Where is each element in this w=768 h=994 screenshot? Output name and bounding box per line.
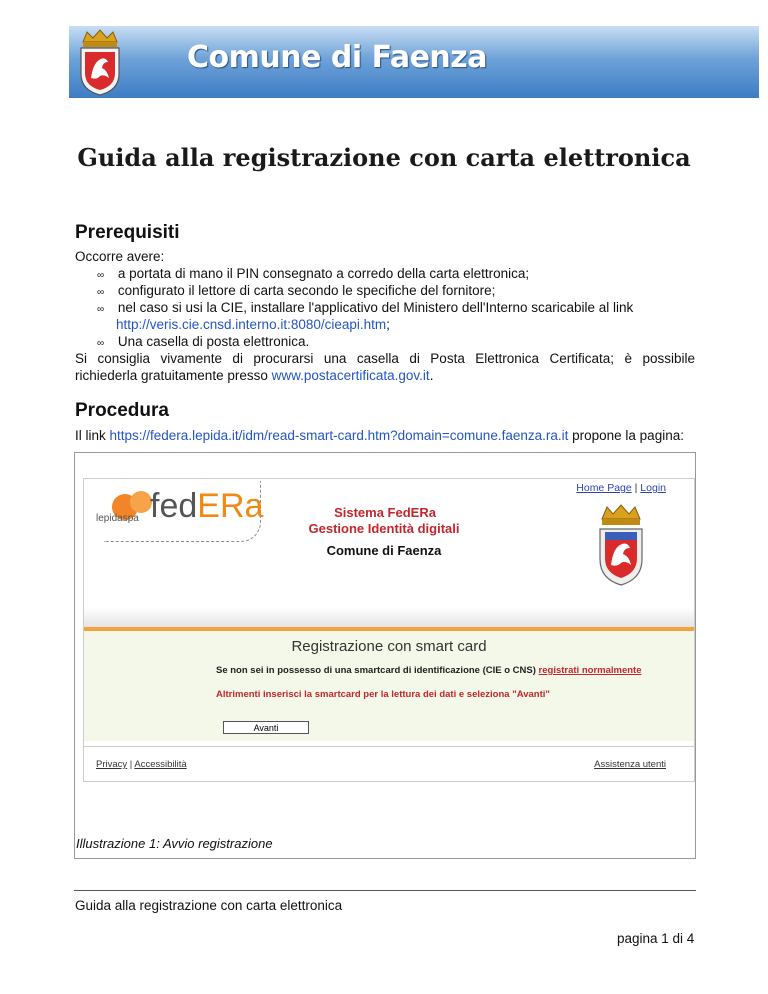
bullet-icon: ∞	[97, 338, 105, 349]
register-normally-link[interactable]: registrati normalmente	[538, 665, 642, 676]
bullet-icon: ∞	[97, 287, 105, 298]
footer-title: Guida alla registrazione con carta elettronica	[75, 898, 343, 913]
registration-title: Registrazione con smart card	[291, 638, 487, 655]
screenshot-header	[84, 479, 694, 607]
cie-link[interactable]: http://veris.cie.cnsd.interno.it:8080/cieapi.htm	[116, 317, 387, 332]
system-title: Sistema FedERa	[334, 505, 436, 520]
footer-separator: |	[129, 759, 133, 770]
procedura-text	[75, 427, 684, 444]
federa-logo-prefix: fed	[150, 487, 198, 525]
advice-line-1: Si consiglia vivamente di procurarsi una casella di Posta Elettronica Certificata; è possibile	[75, 351, 695, 366]
privacy-link[interactable]: Privacy	[96, 759, 128, 770]
page-number: pagina 1 di 4	[617, 931, 695, 946]
home-page-link[interactable]: Home Page	[576, 482, 632, 494]
nav-separator: |	[634, 482, 638, 494]
pec-link[interactable]: www.postacertificata.gov.it	[271, 368, 430, 383]
list-item-continuation	[116, 316, 390, 333]
assistance-link[interactable]: Assistenza utenti	[594, 759, 666, 770]
list-item-text: configurato il lettore di carta secondo le specifiche del fornitore;	[117, 283, 496, 298]
cie-link-suffix: ;	[386, 317, 390, 332]
federa-logo	[150, 487, 263, 526]
advice-line-2	[75, 367, 433, 384]
embedded-screenshot	[83, 478, 695, 782]
procedura-heading: Procedura	[75, 400, 169, 421]
system-subtitle: Gestione Identità digitali	[308, 521, 460, 536]
accessibility-link[interactable]: Accessibilità	[134, 759, 187, 770]
lepida-logo-text: lepidaspa	[96, 513, 139, 524]
advice-suffix: .	[429, 368, 434, 383]
list-item-text: nel caso si usi la CIE, installare l'applicativo del Ministero dell'Interno scaricabile al link	[117, 300, 634, 315]
prerequisiti-heading: Prerequisiti	[75, 222, 180, 243]
registration-instruction-text: Se non sei in possesso di una smartcard di identificazione (CIE o CNS)	[216, 665, 539, 676]
illustration-caption: Illustrazione 1: Avvio registrazione	[76, 836, 273, 851]
federa-logo-highlight: ERa	[197, 487, 264, 525]
list-item-text: Una casella di posta elettronica.	[117, 334, 310, 349]
faenza-crest-icon	[596, 503, 646, 587]
procedura-prefix: Il link	[75, 428, 110, 443]
avanti-button[interactable]: Avanti	[223, 721, 309, 734]
coat-of-arms-icon	[77, 28, 123, 96]
document-title: Guida alla registrazione con carta elettronica	[77, 143, 691, 172]
federa-link[interactable]: https://federa.lepida.it/idm/read-smart-card.htm?domain=comune.faenza.ra.it	[109, 428, 569, 443]
procedura-suffix: propone la pagina:	[568, 428, 684, 443]
footer-divider	[74, 890, 696, 891]
login-link[interactable]: Login	[640, 482, 666, 494]
smartcard-instruction: Altrimenti inserisci la smartcard per la lettura dei dati e seleziona "Avanti"	[216, 689, 550, 700]
screenshot-nav	[576, 482, 666, 494]
prerequisiti-intro: Occorre avere:	[75, 249, 165, 264]
list-item-text: a portata di mano il PIN consegnato a corredo della carta elettronica;	[117, 266, 530, 281]
screenshot-footer-links	[96, 759, 187, 770]
bullet-icon: ∞	[97, 270, 105, 281]
bullet-icon: ∞	[97, 304, 105, 315]
header-banner	[69, 26, 759, 98]
screenshot-footer-divider	[84, 746, 694, 747]
advice-prefix: richiederla gratuitamente presso	[75, 368, 272, 383]
banner-title: Comune di Faenza	[187, 40, 487, 75]
comune-name: Comune di Faenza	[326, 543, 442, 558]
registration-instruction	[216, 665, 642, 676]
